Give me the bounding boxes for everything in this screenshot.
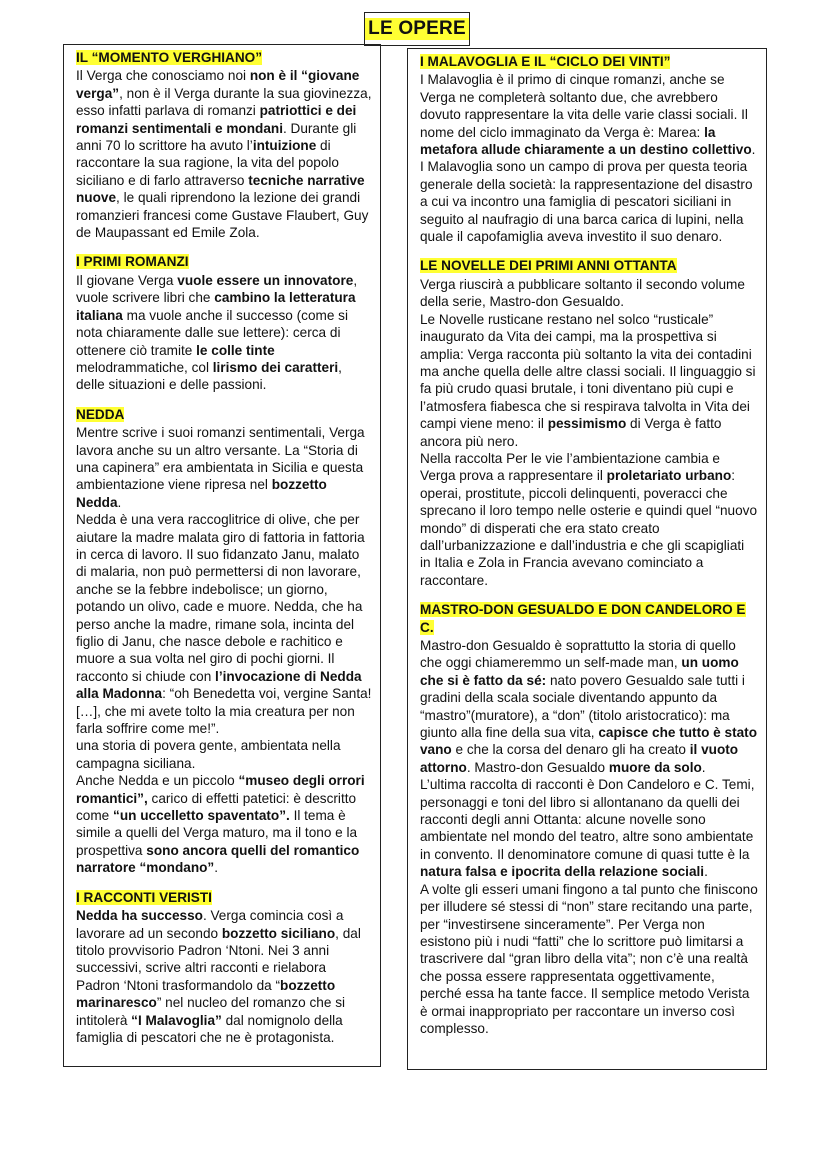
text-run: Verga riuscirà a pubblicare soltanto il secondo volume della serie, Mastro-don Gesualdo. (420, 276, 745, 310)
text-run: di raccontare la sua ragione, la vita del popolo siciliano e di farlo attraverso (76, 138, 339, 188)
text-run: . Durante gli anni 70 lo scrittore ha avuto l’ (76, 120, 357, 154)
paragraph (76, 772, 372, 876)
section-heading: I PRIMI ROMANZI (76, 254, 189, 270)
section-mastro-don-gesualdo-e-don-candeloro-e-c (420, 601, 758, 1037)
bold-text: bozzetto marinaresco (76, 977, 336, 1011)
bold-text: intuizione (252, 138, 317, 154)
text-run: . Verga comincia così a lavorare ad un secondo (76, 908, 344, 941)
text-run: Mentre scrive i suoi romanzi sentimentali, Verga lavora anche su un altro versante. La “Storia di una capinera” era ambientata in Sicilia e questa ambientazione viene ripresa nel (76, 425, 365, 493)
bold-text: “un uccelletto spaventato”. (113, 808, 290, 824)
bold-text: il vuoto attorno (420, 742, 739, 775)
text-run: , le quali riprendono la lezione dei grandi romanzieri francesi come Gustave Flaubert, Guy de Maupassant ed Emile Zola. (76, 190, 369, 241)
text-run: A volte gli esseri umani fingono a tal punto che finiscono per illudere sé stessi di “non” stare recitando una parte, per “investirsene sinceramente”. Per Verga non esistono più i nudi “fatti” che lo scrittore può limitarsi a trascrivere dal “gran libro della vita”; non c’è una realtà che possa essere rappresentata oggettivamente, perché essa ha tante facce. Il semplice metodo Verista è ormai inappropriato per raccontare un inverso così complesso. (420, 881, 758, 1036)
bold-text: “I Malavoglia” (131, 1012, 222, 1028)
text-run: Nedda è una vera raccoglitrice di olive, che per aiutare la madre malata giro di fattoria in fattoria in cerca di lavoro. Il suo fidanzato Janu, malato di malaria, non può permettersi di non lavorare, anche se la febbre indebolisce; un giorno, potando un olivo, cade e muore. Nedda, che ha perso anche la madre, rimane sola, incinta del figlio di Janu, che nasce debole e rachitico e muore a sua volta nel giro di pochi giorni. Il racconto si chiude con (76, 512, 365, 684)
paragraph (420, 276, 758, 311)
right-column (407, 48, 767, 1070)
bold-text: l’invocazione di Nedda alla Madonna (76, 668, 362, 702)
text-run: . I Malavoglia sono un campo di prova per questa teoria generale della società: la rappresentazione del disastro a cui va incontro una famiglia di pescatori siciliani in seguito al naufragio di una barca carica di lupini, nella quale il capofamiglia aveva investito il suo denaro. (420, 142, 756, 245)
section-heading: LE NOVELLE DEI PRIMI ANNI OTTANTA (420, 258, 677, 274)
text-run: nato povero Gesualdo sale tutti i gradini della scala sociale diventando appunto da “mastro”(muratore), a “don” (titolo aristocratico): ma giunto alla fine della sua vita, (420, 672, 745, 741)
section-heading: MASTRO-DON GESUALDO E DON CANDELORO E C. (420, 602, 746, 635)
paragraph (76, 737, 372, 772)
paragraph (420, 776, 758, 880)
bold-text: vuole essere un innovatore (177, 272, 354, 288)
section-le-novelle-dei-primi-anni-ottanta (420, 257, 758, 589)
text-run: . (117, 494, 122, 510)
text-run: , vuole scrivere libri che (76, 272, 358, 306)
text-run: Anche Nedda e un piccolo (76, 773, 239, 789)
text-run: Mastro-don Gesualdo è soprattutto la storia di quello che oggi chiameremmo un self-made man, (420, 638, 736, 671)
section-heading: IL “MOMENTO VERGHIANO” (76, 50, 263, 65)
paragraph (420, 450, 758, 589)
paragraph (420, 311, 758, 450)
paragraph (76, 424, 372, 511)
bold-text: Nedda ha successo (76, 908, 203, 924)
bold-text: lirismo dei caratteri (212, 359, 339, 375)
text-run: : “oh Benedetta voi, vergine Santa! […], che mi avete tolto la mia creatura per non farla soffrire come me!”. (76, 686, 372, 737)
paragraph (76, 907, 372, 1046)
bold-text: muore da solo (608, 759, 702, 775)
paragraph (420, 71, 758, 245)
bold-text: “museo degli orrori romantici”, (76, 773, 365, 806)
paragraph (420, 881, 758, 1038)
section-heading: NEDDA (76, 406, 125, 422)
bold-text: tecniche narrative nuove (76, 172, 365, 206)
text-run: ” nel nucleo del romanzo che si intitolerà (76, 995, 346, 1028)
text-run: Il tema è simile a quelli del Verga maturo, ma il tono e la prospettiva (76, 808, 358, 858)
text-run: dal nomignolo della famiglia di pescatori che ne è protagonista. (76, 1012, 343, 1045)
text-run: ma vuole anche il successo (come si nota chiaramente dalle sue lettere): cerca di ottenere ciò tramite (76, 307, 348, 358)
bold-text: un uomo che si è fatto da sé: (420, 655, 739, 688)
text-run: L’ultima raccolta di racconti è Don Candeloro e C. Temi, personaggi e toni del libro si allontanano da quelli dei racconti degli anni Ottanta: alcune novelle sono ambientate nel mondo del teatro, altre sono ambientate in convento. Il denominatore comune di quasi tutte è la (420, 777, 755, 862)
text-run: . (214, 860, 219, 876)
paragraph (76, 511, 372, 737)
bold-text: la metafora allude chiaramente a un destino collettivo (420, 124, 752, 158)
bold-text: le colle tinte (196, 342, 275, 358)
text-run: . (701, 759, 706, 775)
text-run: e che la corsa del denaro gli ha creato (451, 742, 690, 758)
bold-text: natura falsa e ipocrita della relazione sociali (420, 864, 705, 880)
text-run: , delle situazioni e delle passioni. (76, 359, 342, 393)
text-run: : operai, prostitute, piccoli delinquenti, poveracci che sprecano il loro tempo nelle osterie e quindi quel “nuovo mondo” di disperati che era stato creato dall’urbanizzazione e dall’industria e che gli scapigliati in Italia e Zola in Francia avevano cominciato a raccontare. (420, 468, 758, 588)
text-run: , non è il Verga durante la sua giovinezza, esso infatti parlava di romanzi (76, 85, 372, 119)
bold-text: bozzetto Nedda (76, 477, 327, 510)
text-run: , dal titolo provvisorio Padron ‘Ntoni. Nei 3 anni successivi, scrive altri racconti e rielabora Padron ‘Ntoni trasformandolo da “ (76, 925, 361, 993)
section-i-racconti-veristi (76, 889, 372, 1047)
page-title-box (364, 12, 470, 46)
paragraph (76, 67, 372, 241)
bold-text: capisce che tutto è stato vano (420, 725, 757, 758)
bold-text: sono ancora quelli del romantico narratore “mondano” (76, 842, 360, 876)
text-run: Le Novelle rusticane restano nel solco “rusticale” inaugurato da Vita dei campi, ma la prospettiva si amplia: Verga racconta più soltanto la vita dei contadini ma anche quella delle altre classi sociali. Il linguaggio si fa più crudo quasi brutale, i toni diventano più cupi e l’atmosfera fiabesca che si respirava talvolta in Vita dei campi viene meno: il (420, 311, 756, 432)
text-run: . Mastro-don Gesualdo (466, 759, 609, 775)
section-il-momento-verghiano (76, 49, 372, 241)
bold-text: patriottici e dei romanzi sentimentali e mondani (76, 103, 357, 136)
bold-text: bozzetto siciliano (221, 925, 336, 941)
text-run: Il Verga che conosciamo noi (76, 68, 250, 84)
text-run: carico di effetti patetici: è descritto come (76, 790, 357, 824)
paragraph (76, 272, 372, 394)
section-heading: I RACCONTI VERISTI (76, 889, 212, 905)
paragraph (420, 637, 758, 776)
section-i-primi-romanzi (76, 253, 372, 393)
section-i-malavoglia-e-il-ciclo-dei-vinti (420, 53, 758, 245)
text-run: una storia di povera gente, ambientata nella campagna siciliana. (76, 738, 341, 771)
text-run: Nella raccolta Per le vie l’ambientazione cambia e Verga prova a rappresentare il (420, 450, 720, 484)
bold-text: proletariato urbano (606, 468, 732, 484)
section-nedda (76, 406, 372, 877)
bold-text: pessimismo (547, 416, 627, 432)
text-run: melodrammatiche, col (76, 359, 213, 375)
section-heading: I MALAVOGLIA E IL “CICLO DEI VINTI” (420, 54, 671, 69)
left-column (63, 44, 381, 1067)
text-run: di Verga è fatto ancora più nero. (420, 416, 722, 449)
page-title: LE OPERE (365, 18, 469, 40)
text-run: I Malavoglia è il primo di cinque romanzi, anche se Verga ne completerà soltanto due, che avrebbero dovuto rappresentare la vita delle varie classi sociali. Il nome del ciclo immaginato da Verga è: Marea: (420, 72, 748, 140)
text-run: Il giovane Verga (76, 272, 178, 288)
bold-text: non è il “giovane verga” (76, 68, 360, 101)
bold-text: cambino la letteratura italiana (76, 290, 356, 323)
text-run: . (704, 864, 708, 880)
